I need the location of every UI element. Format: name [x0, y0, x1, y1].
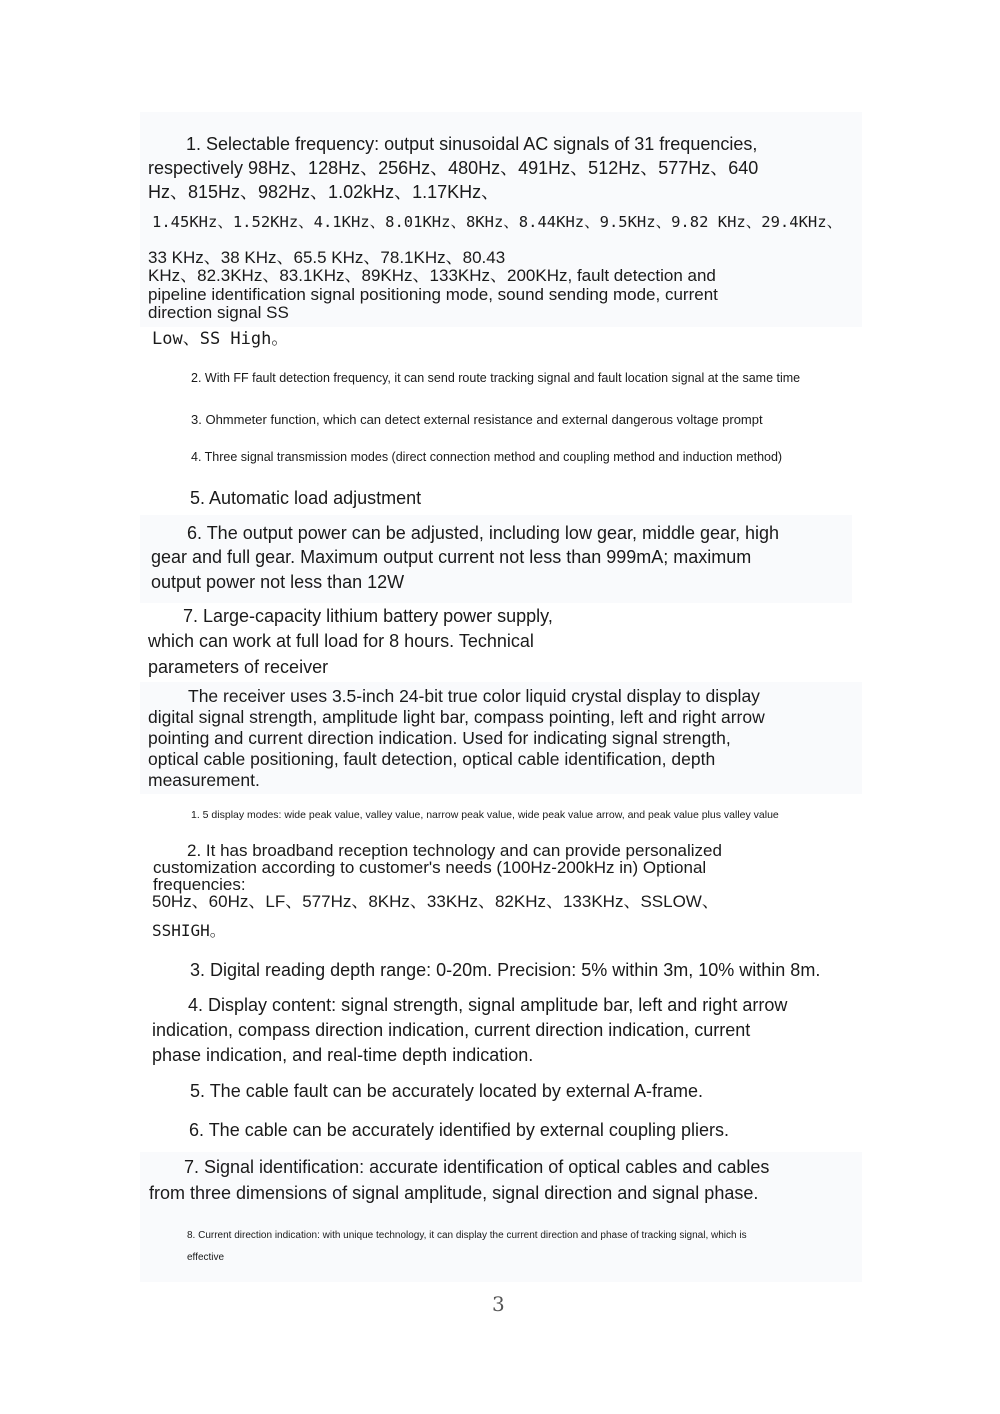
- paragraph-line: respectively 98Hz、128Hz、256Hz、480Hz、491Hz、512Hz、577Hz、640: [148, 158, 759, 178]
- paragraph-line: The receiver uses 3.5-inch 24-bit true color liquid crystal display to display: [188, 686, 760, 706]
- receiver-item-6: 6. The cable can be accurately identified by external coupling pliers.: [189, 1120, 729, 1140]
- paragraph-line: 8. Current direction indication: with unique technology, it can display the current direction and phase of tracking signal, which is: [187, 1230, 747, 1241]
- page-number: 3: [492, 1292, 505, 1316]
- paragraph-line: KHz、82.3KHz、83.1KHz、89KHz、133KHz、200KHz, fault detection and: [148, 266, 716, 285]
- paragraph-line: SSHIGH。: [152, 921, 226, 940]
- paragraph-line: 4. Display content: signal strength, signal amplitude bar, left and right arrow: [188, 995, 788, 1015]
- paragraph-line: measurement.: [148, 770, 260, 790]
- paragraph-line: phase indication, and real-time depth indication.: [152, 1045, 534, 1065]
- paragraph-line: direction signal SS: [148, 303, 289, 322]
- paragraph-line: Hz、815Hz、982Hz、1.02kHz、1.17KHz、: [148, 182, 500, 202]
- paragraph-line: 1. Selectable frequency: output sinusoidal AC signals of 31 frequencies,: [186, 134, 758, 154]
- paragraph-line: 33 KHz、38 KHz、65.5 KHz、78.1KHz、80.43: [148, 248, 506, 267]
- paragraph-line: parameters of receiver: [148, 657, 329, 677]
- transmitter-item-3: 3. Ohmmeter function, which can detect external resistance and external dangerous voltage prompt: [191, 412, 763, 427]
- paragraph-line: indication, compass direction indication, current direction indication, current: [152, 1020, 751, 1040]
- transmitter-item-4: 4. Three signal transmission modes (direct connection method and coupling method and induction method): [191, 450, 783, 464]
- paragraph-line: 1.45KHz、1.52KHz、4.1KHz、8.01KHz、8KHz、8.44KHz、9.5KHz、9.82 KHz、29.4KHz、: [152, 213, 843, 231]
- paragraph-line: output power not less than 12W: [151, 572, 405, 592]
- receiver-item-3: 3. Digital reading depth range: 0-20m. Precision: 5% within 3m, 10% within 8m.: [190, 960, 821, 980]
- paragraph-line: from three dimensions of signal amplitude, signal direction and signal phase.: [149, 1183, 759, 1203]
- paragraph-line: digital signal strength, amplitude light bar, compass pointing, left and right arrow: [148, 707, 765, 727]
- paragraph-line: 7. Large-capacity lithium battery power supply,: [183, 606, 553, 626]
- paragraph-line: pipeline identification signal positioning mode, sound sending mode, current: [148, 285, 718, 304]
- paragraph-line: 6. The output power can be adjusted, including low gear, middle gear, high: [187, 523, 780, 543]
- paragraph-line: effective: [187, 1252, 225, 1263]
- receiver-item-1: 1. 5 display modes: wide peak value, valley value, narrow peak value, wide peak value arrow, and peak value plus valley value: [191, 809, 779, 821]
- paragraph-line: 2. It has broadband reception technology and can provide personalized: [187, 841, 722, 860]
- paragraph-line: which can work at full load for 8 hours. Technical: [148, 631, 534, 651]
- paragraph-line: pointing and current direction indication. Used for indicating signal strength,: [148, 728, 731, 748]
- paragraph-line: customization according to customer's needs (100Hz-200kHz in) Optional: [153, 858, 707, 877]
- paragraph-line: frequencies:: [153, 875, 246, 894]
- transmitter-item-5: 5. Automatic load adjustment: [190, 488, 422, 508]
- receiver-item-5: 5. The cable fault can be accurately located by external A-frame.: [190, 1081, 703, 1101]
- paragraph-line: Low、SS High。: [152, 329, 289, 349]
- paragraph-line: optical cable positioning, fault detection, optical cable identification, depth: [148, 749, 716, 769]
- paragraph-line: gear and full gear. Maximum output current not less than 999mA; maximum: [151, 547, 752, 567]
- transmitter-item-2: 2. With FF fault detection frequency, it can send route tracking signal and fault location signal at the same time: [191, 371, 801, 385]
- paragraph-line: 50Hz、60Hz、LF、577Hz、8KHz、33KHz、82KHz、133KHz、SSLOW、: [152, 892, 719, 911]
- paragraph-line: 7. Signal identification: accurate identification of optical cables and cables: [184, 1157, 770, 1177]
